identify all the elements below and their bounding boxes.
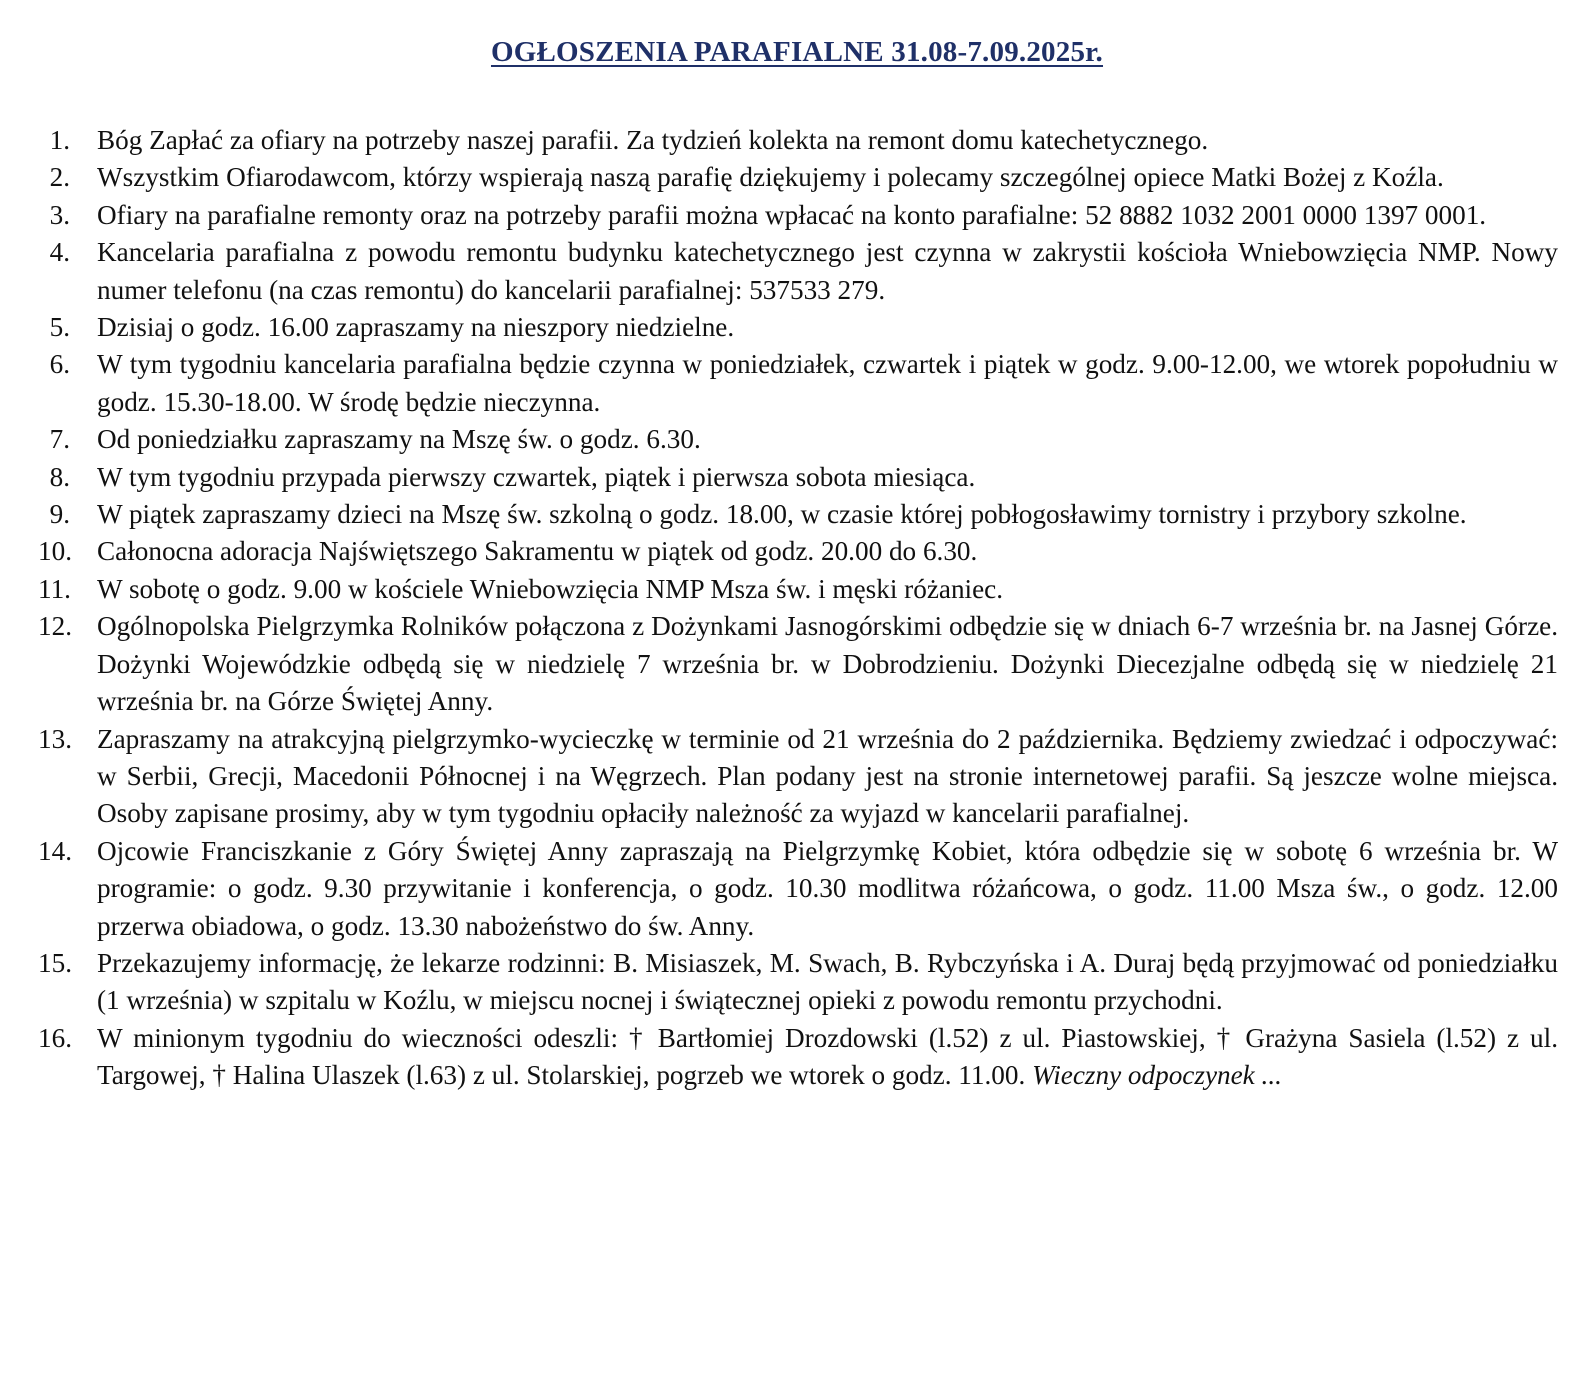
item-number: 13.	[38, 723, 72, 754]
announcement-list	[38, 122, 1558, 1095]
item-number: 1.	[49, 125, 70, 155]
item-text: Bóg Zapłać za ofiary na potrzeby naszej parafii. Za tydzień kolekta na remont domu katechetycznego.	[97, 125, 1209, 155]
announcement-item	[38, 309, 1558, 346]
item-text: W minionym tygodniu do wieczności odeszli: † Bartłomiej Drozdowski (l.52) z ul. Piastowskiej, † Grażyna Sasiela (l.52) z ul. Targowej, † Halina Ulaszek (l.63) z ul. Stolarskiej, pogrzeb we wtorek o godz. 11.00.	[97, 1022, 1558, 1091]
item-number: 7.	[49, 424, 70, 455]
announcement-item	[38, 197, 1558, 234]
announcement-item	[38, 122, 1558, 159]
item-number: 6.	[49, 349, 70, 380]
item-number: 5.	[49, 312, 70, 343]
item-number: 8.	[49, 461, 70, 492]
item-number: 11.	[38, 573, 71, 604]
announcement-item	[38, 608, 1558, 720]
item-text: Ojcowie Franciszkanie z Góry Świętej Anny zapraszają na Pielgrzymkę Kobiet, która odbędzie się w sobotę 6 września br. W programie: o godz. 9.30 przywitanie i konferencja, o godz. 10.30 modlitwa różańcowa, o godz. 11.00 Msza św., o godz. 12.00 przerwa obiadowa, o godz. 13.30 nabożeństwo do św. Anny.	[97, 835, 1558, 941]
announcement-item	[38, 421, 1558, 458]
announcement-item	[38, 459, 1558, 496]
item-number: 16.	[38, 1022, 72, 1053]
item-text: Wszystkim Ofiarodawcom, którzy wspierają naszą parafię dziękujemy i polecamy szczególnej opiece Matki Bożej z Koźla.	[97, 162, 1444, 193]
item-closing-phrase: Wieczny odpoczynek ...	[1032, 1060, 1282, 1091]
announcement-item	[38, 234, 1558, 309]
item-number: 4.	[49, 237, 70, 268]
item-text: Kancelaria parafialna z powodu remontu budynku katechetycznego jest czynna w zakrystii kościoła Wniebowzięcia NMP. Nowy numer telefonu (na czas remontu) do kancelarii parafialnej: 537533 279.	[97, 237, 1558, 305]
item-number: 15.	[38, 947, 72, 978]
page-title-text: OGŁOSZENIA PARAFIALNE 31.08-7.09.2025r.	[490, 36, 1104, 68]
announcement-item	[38, 1020, 1558, 1095]
item-number: 2.	[49, 162, 70, 193]
item-text: Całonocna adoracja Najświętszego Sakramentu w piątek od godz. 20.00 do 6.30.	[97, 536, 978, 567]
item-text: Zapraszamy na atrakcyjną pielgrzymko-wycieczkę w terminie od 21 września do 2 października. Będziemy zwiedzać i odpoczywać: w Serbii, Grecji, Macedonii Północnej i na Węgrzech. Plan podany jest na stronie internetowej parafii. Są jeszcze wolne miejsca. Osoby zapisane prosimy, aby w tym tygodniu opłaciły należność za wyjazd w kancelarii parafialnej.	[97, 723, 1558, 829]
item-number: 9.	[49, 499, 70, 530]
item-number: 14.	[38, 835, 72, 866]
item-number: 3.	[49, 199, 70, 230]
item-text: W tym tygodniu przypada pierwszy czwartek, piątek i pierwsza sobota miesiąca.	[97, 461, 976, 492]
item-text: W piątek zapraszamy dzieci na Mszę św. szkolną o godz. 18.00, w czasie której pobłogosławimy tornistry i przybory szkolne.	[97, 499, 1467, 530]
item-text: Dzisiaj o godz. 16.00 zapraszamy na nieszpory niedzielne.	[97, 312, 735, 343]
announcement-item	[38, 346, 1558, 421]
announcement-item	[38, 945, 1558, 1020]
item-number: 10.	[38, 536, 72, 567]
announcement-item	[38, 721, 1558, 833]
item-text: W tym tygodniu kancelaria parafialna będzie czynna w poniedziałek, czwartek i piątek w godz. 9.00-12.00, we wtorek popołudniu w godz. 15.30-18.00. W środę będzie nieczynna.	[97, 349, 1558, 417]
announcement-item	[38, 571, 1558, 608]
item-text: Ofiary na parafialne remonty oraz na potrzeby parafii można wpłacać na konto parafialne: 52 8882 1032 2001 0000 1397 0001.	[97, 199, 1487, 230]
page-title	[0, 34, 1594, 70]
announcement-item	[38, 833, 1558, 945]
item-number: 12.	[38, 611, 72, 642]
announcement-item	[38, 496, 1558, 533]
item-text: Od poniedziałku zapraszamy na Mszę św. o godz. 6.30.	[97, 424, 701, 455]
item-text: Przekazujemy informację, że lekarze rodzinni: B. Misiaszek, M. Swach, B. Rybczyńska i A. Duraj będą przyjmować od poniedziałku (1 września) w szpitalu w Koźlu, w miejscu nocnej i świątecznej opieki z powodu remontu przychodni.	[97, 947, 1558, 1016]
announcement-item	[38, 533, 1558, 570]
item-text: W sobotę o godz. 9.00 w kościele Wniebowzięcia NMP Msza św. i męski różaniec.	[97, 573, 1004, 604]
announcement-item	[38, 159, 1558, 196]
item-text: Ogólnopolska Pielgrzymka Rolników połączona z Dożynkami Jasnogórskimi odbędzie się w dniach 6-7 września br. na Jasnej Górze. Dożynki Wojewódzkie odbędą się w niedzielę 7 września br. w Dobrodzieniu. Dożynki Diecezjalne odbędą się w niedzielę 21 września br. na Górze Świętej Anny.	[97, 611, 1558, 717]
